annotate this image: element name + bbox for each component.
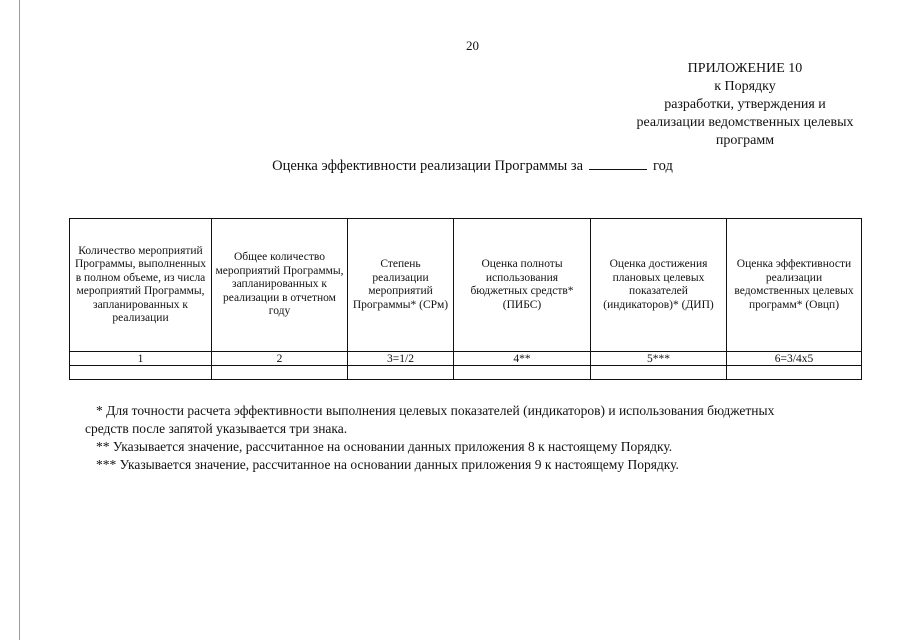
appendix-line: реализации ведомственных целевых xyxy=(636,115,854,130)
empty-cell xyxy=(348,366,454,380)
column-number: 1 xyxy=(70,352,212,366)
year-blank xyxy=(589,157,647,170)
header-cell: Общее количество мероприятий Программы, запланированных к реализации в отчетном году xyxy=(212,219,348,352)
footnotes xyxy=(85,402,858,474)
document-title xyxy=(0,157,905,175)
column-number: 6=3/4x5 xyxy=(727,352,862,366)
title-text: Оценка эффективности реализации Программы за xyxy=(272,158,584,174)
footnote-3: *** Указывается значение, рассчитанное на основании данных приложения 9 к настоящему Порядку. xyxy=(96,457,679,472)
appendix-line: разработки, утверждения и xyxy=(664,97,826,112)
appendix-header xyxy=(600,60,890,150)
empty-cell xyxy=(454,366,591,380)
appendix-line: к Порядку xyxy=(714,79,776,94)
column-number: 4** xyxy=(454,352,591,366)
header-cell: Оценка достижения плановых целевых показателей (индикаторов)* (ДИП) xyxy=(591,219,727,352)
footnote-2: ** Указывается значение, рассчитанное на основании данных приложения 8 к настоящему Порядку. xyxy=(96,439,673,454)
header-cell: Количество мероприятий Программы, выполненных в полном объеме, из числа мероприятий Программы, запланированных к реализации xyxy=(70,219,212,352)
column-number: 3=1/2 xyxy=(348,352,454,366)
footnote-1-continuation: средств после запятой указывается три знака. xyxy=(85,421,348,436)
efficiency-table xyxy=(69,218,862,380)
header-cell: Степень реализации мероприятий Программы* (СРм) xyxy=(348,219,454,352)
empty-cell xyxy=(591,366,727,380)
appendix-line: программ xyxy=(715,133,775,148)
column-number: 2 xyxy=(212,352,348,366)
scan-edge-line xyxy=(19,0,20,640)
header-cell: Оценка полноты использования бюджетных средств* (ПИБС) xyxy=(454,219,591,352)
column-number: 5*** xyxy=(591,352,727,366)
page-number: 20 xyxy=(466,38,479,53)
empty-cell xyxy=(727,366,862,380)
table-row xyxy=(70,366,862,380)
appendix-line: ПРИЛОЖЕНИЕ 10 xyxy=(687,61,803,76)
title-suffix: год xyxy=(653,158,673,174)
empty-cell xyxy=(70,366,212,380)
empty-cell xyxy=(212,366,348,380)
table-number-row xyxy=(70,352,862,366)
header-cell: Оценка эффективности реализации ведомственных целевых программ* (Овцп) xyxy=(727,219,862,352)
footnote-1: * Для точности расчета эффективности выполнения целевых показателей (индикаторов) и использования бюджетных xyxy=(96,403,775,418)
table-header-row xyxy=(70,219,862,352)
